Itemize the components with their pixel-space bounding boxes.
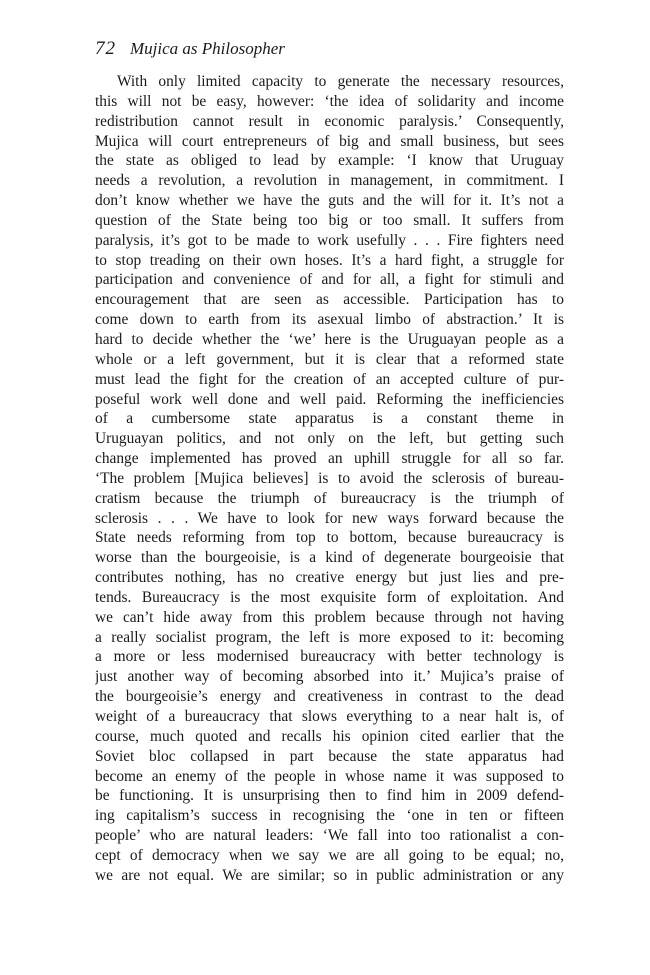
text-line: just another way of becoming absorbed into it.’ Mujica’s praise of [95, 668, 564, 686]
text-line: change implemented has proved an uphill struggle for all so far. [95, 450, 564, 468]
text-line: come down to earth from its asexual limbo of abstraction.’ It is [95, 311, 564, 329]
text-line: people’ who are natural leaders: ‘We fall into too rationalist a con- [95, 827, 564, 845]
text-line: be functioning. It is unsurprising then to find him in 2009 defend- [95, 787, 564, 805]
text-line: to stop treading on their own hoses. It’s a hard fight, a struggle for [95, 251, 564, 269]
text-line: paralysis, it’s got to be made to work usefully . . . Fire fighters need [95, 231, 564, 249]
text-line: a more or less modernised bureaucracy with better technology is [95, 648, 564, 666]
page-number: 72 [95, 38, 116, 59]
text-line: cratism because the triumph of bureaucracy is the triumph of [95, 489, 564, 507]
text-line: become an enemy of the people in whose name it was supposed to [95, 767, 564, 785]
text-line: must lead the fight for the creation of an accepted culture of pur- [95, 370, 564, 388]
text-line: Soviet bloc collapsed in part because the state apparatus had [95, 747, 564, 765]
text-line: State needs reforming from top to bottom, because bureaucracy is [95, 529, 564, 547]
text-line: encouragement that are seen as accessible. Participation has to [95, 291, 564, 309]
text-line: sclerosis . . . We have to look for new ways forward because the [95, 509, 564, 527]
text-line: the state as obliged to lead by example: ‘I know that Uruguay [95, 152, 564, 170]
text-line: course, much quoted and recalls his opinion cited earlier that the [95, 727, 564, 745]
body-paragraph [95, 72, 564, 886]
text-line: With only limited capacity to generate the necessary resources, [117, 73, 564, 90]
text-line: weight of a bureaucracy that slows everything to a near halt is, of [95, 708, 564, 725]
text-line: question of the State being too big or too small. It suffers from [95, 211, 564, 229]
text-line: Uruguayan politics, and not only on the left, but getting such [95, 430, 564, 448]
text-line: a really socialist program, the left is more exposed to it: becoming [95, 628, 564, 646]
text-line: ‘The problem [Mujica believes] is to avoid the sclerosis of bureau- [95, 469, 564, 487]
text-line: poseful work well done and well paid. Reforming the inefficiencies [95, 390, 564, 408]
text-line: ing capitalism’s success in recognising the ‘one in ten or fifteen [95, 807, 564, 825]
text-line: worse than the bourgeoisie, is a kind of degenerate bourgeoisie that [95, 549, 564, 567]
text-line: participation and convenience of and for all, a fight for stimuli and [95, 271, 564, 289]
running-head [95, 38, 285, 62]
running-title: Mujica as Philosopher [130, 39, 285, 58]
text-line: contributes nothing, has no creative energy but just lies and pre- [95, 569, 564, 587]
text-line: tends. Bureaucracy is the most exquisite form of exploitation. And [95, 588, 564, 606]
text-line: the bourgeoisie’s energy and creativeness in contrast to the dead [95, 688, 564, 706]
text-line: cept of democracy when we say we are all going to be equal; no, [95, 846, 564, 864]
text-line: don’t know whether we have the guts and the will for it. It’s not a [95, 192, 564, 210]
text-line: we are not equal. We are similar; so in public administration or any [95, 866, 564, 884]
text-line: this will not be easy, however: ‘the idea of solidarity and income [95, 92, 564, 110]
text-line: of a cumbersome state apparatus is a constant theme in [95, 410, 564, 428]
text-line: Mujica will court entrepreneurs of big and small business, but sees [95, 132, 564, 150]
text-line: hard to decide whether the ‘we’ here is the Uruguayan people as a [95, 330, 564, 348]
text-line: we can’t hide away from this problem because through not having [95, 608, 564, 626]
text-line: whole or a left government, but it is clear that a reformed state [95, 350, 564, 368]
text-line: needs a revolution, a revolution in management, in commitment. I [95, 172, 564, 190]
text-line: redistribution cannot result in economic paralysis.’ Consequently, [95, 112, 564, 130]
